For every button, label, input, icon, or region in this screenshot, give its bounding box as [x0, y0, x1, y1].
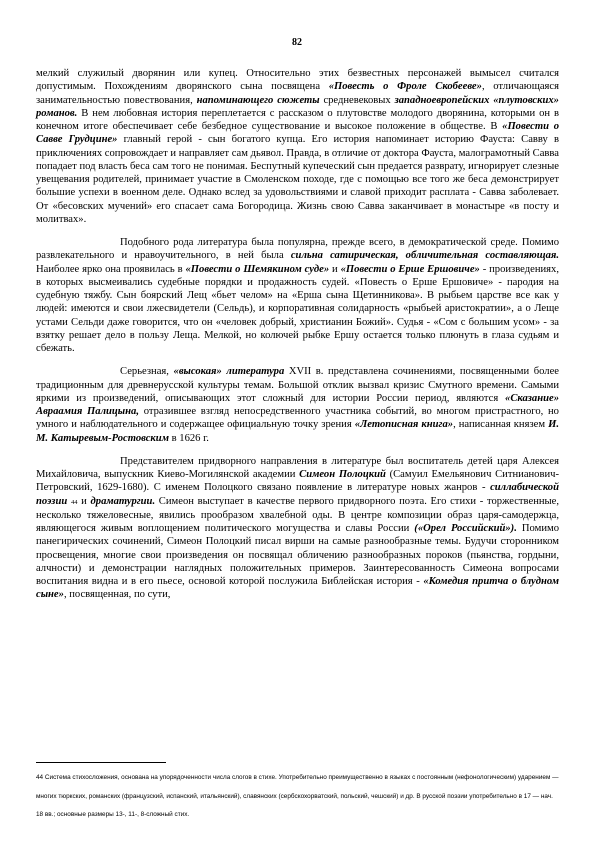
emphasized-text: сильна сатирическая, обличительная составляющая.: [290, 250, 559, 262]
text-run: Симеон выступает в качестве первого придворного поэта. Его стихи - торжественные, несколько тяжеловесные, явились прообразом хвалебной оды. В центре композиции образ царя-самодержца, являющегося живым воплощением политического могущества и славы России: [36, 495, 560, 534]
emphasized-text: «Повести о Савве Грудцине»: [36, 121, 560, 146]
footnote: 44 Система стихосложения, основана на упорядоченности числа слогов в стихе. Употребительно преимущественно в языках с постоянным (нефонологическим) ударением — многих тюркских, романских (французский, испанский, итальянский), славянских (сербскохорватский, польский, чешский) и др. В русской поэзии употребительно в 17 — нач. 18 вв.; основные размеры 13-, 11-, 8-сложный стих.: [36, 774, 559, 818]
text-run: отразившее взгляд непосредственного участника событий, во многом пристрастного, но умного и наблюдательного и содержащее официальную точку зрения: [36, 406, 559, 431]
text-run: средневековых: [319, 94, 395, 106]
paragraph: [36, 236, 559, 355]
text-run: , отличающаяся занимательностью повествования,: [36, 81, 559, 106]
emphasized-text: «высокая» литература: [173, 366, 285, 378]
footnote-reference: 44: [70, 498, 78, 506]
text-run: Подобного рода литература была популярна, прежде всего, в демократической среде. Помимо развлекательного и нравоучительного, в ней была: [36, 237, 559, 262]
emphasized-text: И. М. Катыревым-Ростовским: [36, 419, 559, 444]
text-run: XVII в. представлена сочинениями, посвященными более традиционным для древнерусской культуры темам. Большой отклик вызвал кризис Смутного времени. Самыми яркими из произведений, описывающих этот сложный для истории России период, являются: [36, 366, 559, 404]
text-run: , написанная князем: [453, 419, 549, 431]
emphasized-text: силлабической поэзии: [36, 482, 559, 507]
text-run: и: [329, 263, 341, 275]
page-number: 82: [292, 37, 302, 48]
emphasized-text: «Повесть о Фроле Скобееве»: [328, 81, 482, 93]
text-run: главный герой - сын богатого купца. Его история напоминает историю Фауста: Савву в приключениях сопровождает и направляет сам дьявол. Правда, в отличие от доктора Фауста, малограмотный Савва попадает под власть беса сам того не понимая. Беспутный купеческий сын предается разврату, игнорирует слезные увещевания родителей, принимает участие в Смоленском походе, где с помощью все того же беса демонстрирует большие успехи в военном деле. Однако вслед за удовольствиями и славой приходит расплата - Савва заболевает. От «бесовских мучений» его спасает сама Богородица. Жизнь свою Савва заканчивает в монастыре «в посту и молитвах».: [36, 134, 559, 225]
text-run: Представителем придворного направления в литературе был воспитатель детей царя Алексея Михайловича, выпускник Киево-Могилянской академии: [36, 455, 559, 480]
emphasized-text: драматургии.: [90, 495, 156, 507]
text-run: Серьезная,: [120, 366, 174, 378]
text-run: (Самуил Емельянович Ситнианович-Петровский, 1629-1680). С именем Полоцкого связано появление в литературе новых жанров -: [36, 469, 560, 494]
emphasized-text: «Сказание» Авраамия Палицына,: [36, 392, 559, 417]
text-run: - произведениях, в которых высмеивались судебные порядки и продажность судей. «Повесть о Ерше Ершовиче» - пародия на судебную тяжбу. Сын боярский Лещ «бьет челом» на «Ерша сына Щетинникова». В рыбьем царстве все как у людей: имеются и свои лжесвидетели (Сельдь), и корпоративная солидарность «рыбьей аристократии», а о Леще устами Сельди даже говорится, что он «человек добрый, христианин Божий». Судья - «Сом с большим усом» - за взятку решает дело в пользу Леща. Мелкой, но колючей рыбке Ершу остается только плюнуть в глаза судьям и сбежать.: [36, 263, 559, 354]
emphasized-text: «Летописная книга»: [354, 419, 454, 431]
paragraph: [36, 455, 559, 602]
footnote-divider: [36, 762, 166, 763]
text-run: мелкий служилый дворянин или купец. Относительно этих безвестных персонажей вымысел считался допустимым. Похождениям дворянского сына посвящена: [36, 68, 559, 93]
body-text: [36, 67, 559, 602]
text-run: , посвященная, по сути,: [63, 589, 171, 601]
emphasized-text: Симеон Полоцкий: [299, 469, 386, 480]
emphasized-text: «Повести о Шемякином суде»: [185, 263, 330, 275]
paragraph-gap: [36, 355, 559, 365]
text-run: Наиболее ярко она проявилась в: [36, 263, 186, 275]
paragraph: [36, 67, 559, 226]
text-run: В нем любовная история переплетается с рассказом о плутовстве молодого дворянина, которыми он в конечном итоге обеспечивает себе безбедное существование и высокое положение в обществе. В: [36, 107, 559, 132]
emphasized-text: напоминающего сюжеты: [196, 94, 320, 106]
text-run: в 1626 г.: [168, 432, 209, 444]
paragraph: [36, 365, 559, 445]
emphasized-text: «Комедия притча о блудном сыне»: [36, 576, 559, 601]
text-run: Помимо панегирических сочинений, Симеон Полоцкий писал вирши на самые разнообразные темы. Будучи сторонником просвещения, многие свои произведения он посвящал обличению разнообразных пороков (пьянства, гордыни, алчности) и демонстрации наглядных положительных примеров. Заинтересованность Симеона вопросами воспитания видна и в его пьесе, основой которой послужила Библейская история -: [36, 523, 559, 587]
emphasized-text: («Орел Российский»).: [414, 523, 517, 534]
emphasized-text: западноевропейских «плутовских» романов.: [36, 94, 559, 119]
emphasized-text: «Повести о Ерше Ершовиче»: [340, 263, 480, 275]
text-run: и: [77, 495, 91, 507]
paragraph-gap: [36, 445, 559, 455]
paragraph-gap: [36, 226, 559, 236]
